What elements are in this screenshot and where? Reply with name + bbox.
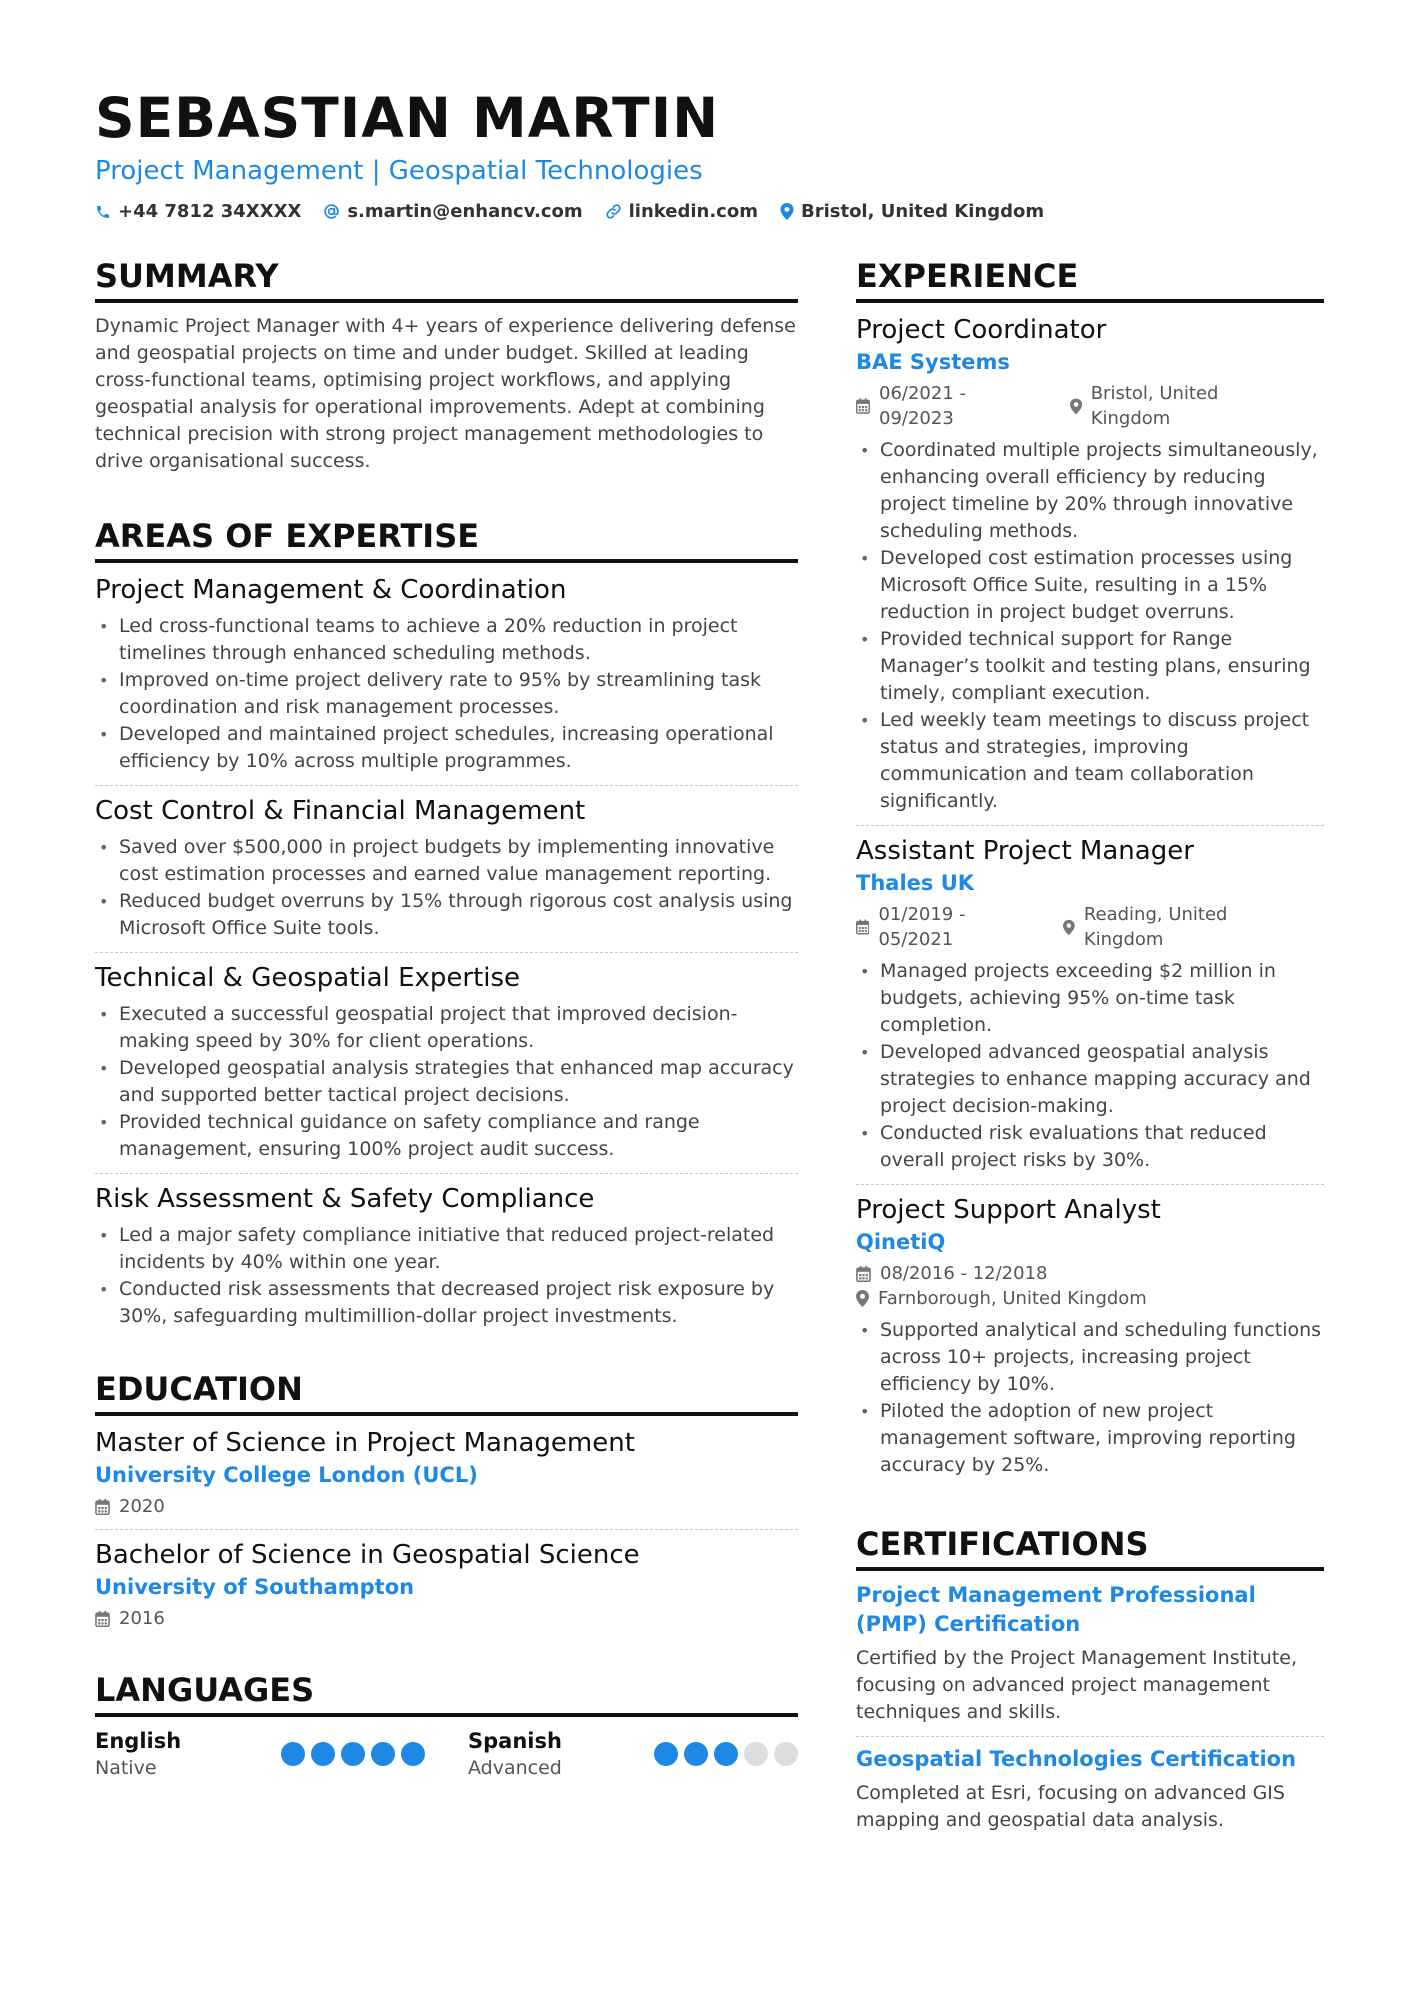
language-name: Spanish — [468, 1729, 562, 1753]
bullet-item: • Piloted the adoption of new project management software, improving reporting accuracy by 25%. — [856, 1398, 1324, 1479]
proficiency-dot-filled — [341, 1742, 365, 1766]
school-name: University College London (UCL) — [95, 1463, 478, 1487]
year-text: 2020 — [119, 1496, 165, 1517]
certifications-title: CERTIFICATIONS — [856, 1523, 1324, 1571]
calendar-icon — [95, 1499, 110, 1515]
divider — [856, 1184, 1324, 1185]
bullet-item: • Supported analytical and scheduling functions across 10+ projects, increasing project efficiency by 10%. — [856, 1317, 1324, 1398]
bullet-item: • Provided technical guidance on safety compliance and range management, ensuring 100% project audit success. — [95, 1109, 798, 1163]
education-meta — [95, 1494, 798, 1519]
summary-text: Dynamic Project Manager with 4+ years of experience delivering defense and geospatial projects on time and under budget. Skilled at leading cross-functional teams, optimising project workflows, and applying geospatial analysis for operational improvements. Adept at combining technical precision with strong project management methodologies to drive organisational success. — [95, 315, 796, 472]
linkedin-text: linkedin.com — [628, 201, 758, 222]
certification-name: Project Management Professional (PMP) Certification — [856, 1583, 1256, 1636]
contact-linkedin[interactable] — [605, 201, 758, 222]
language-text — [95, 1727, 181, 1781]
location-text: Bristol, United Kingdom — [1090, 383, 1219, 429]
bullet-item: • Executed a successful geospatial project that improved decision-making speed by 30% for client operations. — [95, 1001, 798, 1055]
divider — [95, 1173, 798, 1174]
languages-list — [95, 1727, 798, 1781]
bullet-list — [856, 958, 1324, 1174]
proficiency-dot-filled — [684, 1742, 708, 1766]
location-text: Farnborough, United Kingdom — [878, 1288, 1147, 1309]
job-dates — [856, 381, 1036, 431]
calendar-icon — [856, 1266, 871, 1282]
job-title: Project Support Analyst — [856, 1195, 1161, 1225]
proficiency-dot-filled — [714, 1742, 738, 1766]
job-meta — [856, 902, 1324, 952]
bullet-item: • Developed and maintained project schedules, increasing operational efficiency by 10% across multiple programmes. — [95, 721, 798, 775]
education-entry — [95, 1426, 798, 1519]
job-location — [856, 1286, 1147, 1311]
at-icon — [323, 203, 340, 220]
expertise-title: AREAS OF EXPERTISE — [95, 515, 798, 563]
job-location — [1063, 902, 1290, 952]
bullet-list — [95, 1001, 798, 1163]
job-dates — [856, 1261, 1048, 1286]
languages-section — [95, 1669, 798, 1781]
location-pin-icon — [780, 203, 794, 220]
expertise-list — [95, 573, 798, 1330]
degree-title: Master of Science in Project Management — [95, 1428, 635, 1458]
certification-description: Completed at Esri, focusing on advanced GIS mapping and geospatial data analysis. — [856, 1782, 1285, 1831]
job-location — [1070, 381, 1290, 431]
phone-text: +44 7812 34XXXX — [118, 201, 302, 222]
expertise-heading: Technical & Geospatial Expertise — [95, 963, 521, 993]
right-column — [856, 255, 1324, 1834]
email-text: s.martin@enhancv.com — [347, 201, 583, 222]
company-name: BAE Systems — [856, 350, 1010, 374]
education-list — [95, 1426, 798, 1631]
job-title: Assistant Project Manager — [856, 836, 1194, 866]
proficiency-dots — [275, 1742, 425, 1766]
expertise-block — [95, 1173, 798, 1330]
contact-phone[interactable] — [95, 201, 301, 222]
expertise-block — [95, 573, 798, 775]
bullet-item: • Improved on-time project delivery rate to 95% by streamlining task coordination and risk management processes. — [95, 667, 798, 721]
divider — [95, 785, 798, 786]
experience-title: EXPERIENCE — [856, 255, 1324, 303]
calendar-icon — [856, 919, 869, 935]
language-level: Native — [95, 1757, 157, 1779]
candidate-subtitle: Project Management | Geospatial Technologies — [95, 156, 703, 186]
bullet-item: • Developed cost estimation processes using Microsoft Office Suite, resulting in a 15% reduction in project budget overruns. — [856, 545, 1324, 626]
summary-section — [95, 255, 798, 475]
left-column — [95, 255, 798, 1781]
bullet-item: • Led weekly team meetings to discuss project status and strategies, improving communication and team collaboration significantly. — [856, 707, 1324, 815]
candidate-name: SEBASTIAN MARTIN — [95, 86, 720, 150]
bullet-list — [95, 613, 798, 775]
education-year — [95, 1494, 165, 1519]
language-level: Advanced — [468, 1757, 562, 1779]
education-entry — [95, 1529, 798, 1631]
proficiency-dots — [648, 1742, 798, 1766]
school-name: University of Southampton — [95, 1575, 415, 1599]
location-text: Bristol, United Kingdom — [800, 201, 1045, 222]
language-text — [468, 1727, 562, 1781]
certification-entry — [856, 1581, 1324, 1726]
proficiency-dot-filled — [401, 1742, 425, 1766]
expertise-heading: Project Management & Coordination — [95, 575, 567, 605]
divider — [95, 952, 798, 953]
bullet-item: • Conducted risk assessments that decreased project risk exposure by 30%, safeguarding multimillion-dollar project investments. — [95, 1276, 798, 1330]
experience-entry — [856, 1184, 1324, 1479]
expertise-block — [95, 952, 798, 1163]
proficiency-dot-filled — [654, 1742, 678, 1766]
language-item — [468, 1727, 798, 1781]
languages-title: LANGUAGES — [95, 1669, 798, 1717]
certification-entry — [856, 1736, 1324, 1834]
contact-bar — [95, 201, 1315, 222]
degree-title: Bachelor of Science in Geospatial Science — [95, 1540, 640, 1570]
job-meta — [856, 1261, 1324, 1311]
proficiency-dot-filled — [371, 1742, 395, 1766]
language-name: English — [95, 1729, 182, 1753]
calendar-icon — [856, 398, 870, 414]
education-section — [95, 1368, 798, 1631]
experience-list — [856, 313, 1324, 1479]
job-meta — [856, 381, 1324, 431]
experience-entry — [856, 825, 1324, 1174]
resume-header — [95, 85, 1315, 222]
certifications-section — [856, 1523, 1324, 1834]
company-name: QinetiQ — [856, 1230, 946, 1254]
year-text: 2016 — [119, 1608, 165, 1629]
job-dates — [856, 902, 1029, 952]
education-meta — [95, 1606, 798, 1631]
bullet-item: • Led cross-functional teams to achieve a 20% reduction in project timelines through enhanced scheduling methods. — [95, 613, 798, 667]
calendar-icon — [95, 1611, 110, 1627]
bullet-item: • Saved over $500,000 in project budgets by implementing innovative cost estimation processes and earned value management reporting. — [95, 834, 798, 888]
bullet-item: • Reduced budget overruns by 15% through rigorous cost analysis using Microsoft Office Suite tools. — [95, 888, 798, 942]
location-pin-icon — [856, 1290, 869, 1307]
certification-name: Geospatial Technologies Certification — [856, 1747, 1297, 1771]
expertise-heading: Cost Control & Financial Management — [95, 796, 586, 826]
bullet-item: • Conducted risk evaluations that reduced overall project risks by 30%. — [856, 1120, 1324, 1174]
proficiency-dot-empty — [744, 1742, 768, 1766]
divider — [856, 1736, 1324, 1737]
dates-text: 06/2021 - 09/2023 — [879, 383, 967, 429]
proficiency-dot-filled — [281, 1742, 305, 1766]
bullet-item: • Provided technical support for Range Manager’s toolkit and testing plans, ensuring timely, compliant execution. — [856, 626, 1324, 707]
divider — [95, 1529, 798, 1530]
proficiency-dot-empty — [774, 1742, 798, 1766]
proficiency-dot-filled — [311, 1742, 335, 1766]
bullet-item: • Developed geospatial analysis strategies that enhanced map accuracy and supported better tactical project decisions. — [95, 1055, 798, 1109]
summary-title: SUMMARY — [95, 255, 798, 303]
location-pin-icon — [1063, 919, 1075, 936]
expertise-section — [95, 515, 798, 1330]
company-name: Thales UK — [856, 871, 975, 895]
job-title: Project Coordinator — [856, 315, 1107, 345]
phone-icon — [95, 204, 111, 220]
bullet-item: • Developed advanced geospatial analysis strategies to enhance mapping accuracy and project decision-making. — [856, 1039, 1324, 1120]
education-title: EDUCATION — [95, 1368, 798, 1416]
link-icon — [605, 203, 622, 220]
dates-text: 08/2016 - 12/2018 — [880, 1263, 1048, 1284]
experience-entry — [856, 313, 1324, 815]
bullet-list — [856, 437, 1324, 815]
certifications-list — [856, 1581, 1324, 1834]
bullet-list — [95, 834, 798, 942]
experience-section — [856, 255, 1324, 1479]
contact-location — [780, 201, 1044, 222]
bullet-item: • Led a major safety compliance initiative that reduced project-related incidents by 40% within one year. — [95, 1222, 798, 1276]
divider — [856, 825, 1324, 826]
bullet-list — [856, 1317, 1324, 1479]
dates-text: 01/2019 - 05/2021 — [878, 904, 966, 950]
expertise-heading: Risk Assessment & Safety Compliance — [95, 1184, 595, 1214]
location-pin-icon — [1070, 398, 1082, 415]
contact-email[interactable] — [323, 201, 582, 222]
education-year — [95, 1606, 165, 1631]
expertise-block — [95, 785, 798, 942]
location-text: Reading, United Kingdom — [1083, 904, 1228, 950]
language-item — [95, 1727, 425, 1781]
bullet-item: • Managed projects exceeding $2 million in budgets, achieving 95% on-time task completion. — [856, 958, 1324, 1039]
bullet-item: • Coordinated multiple projects simultaneously, enhancing overall efficiency by reducing project timeline by 20% through innovative scheduling methods. — [856, 437, 1324, 545]
certification-description: Certified by the Project Management Institute, focusing on advanced project management techniques and skills. — [856, 1647, 1298, 1723]
bullet-list — [95, 1222, 798, 1330]
